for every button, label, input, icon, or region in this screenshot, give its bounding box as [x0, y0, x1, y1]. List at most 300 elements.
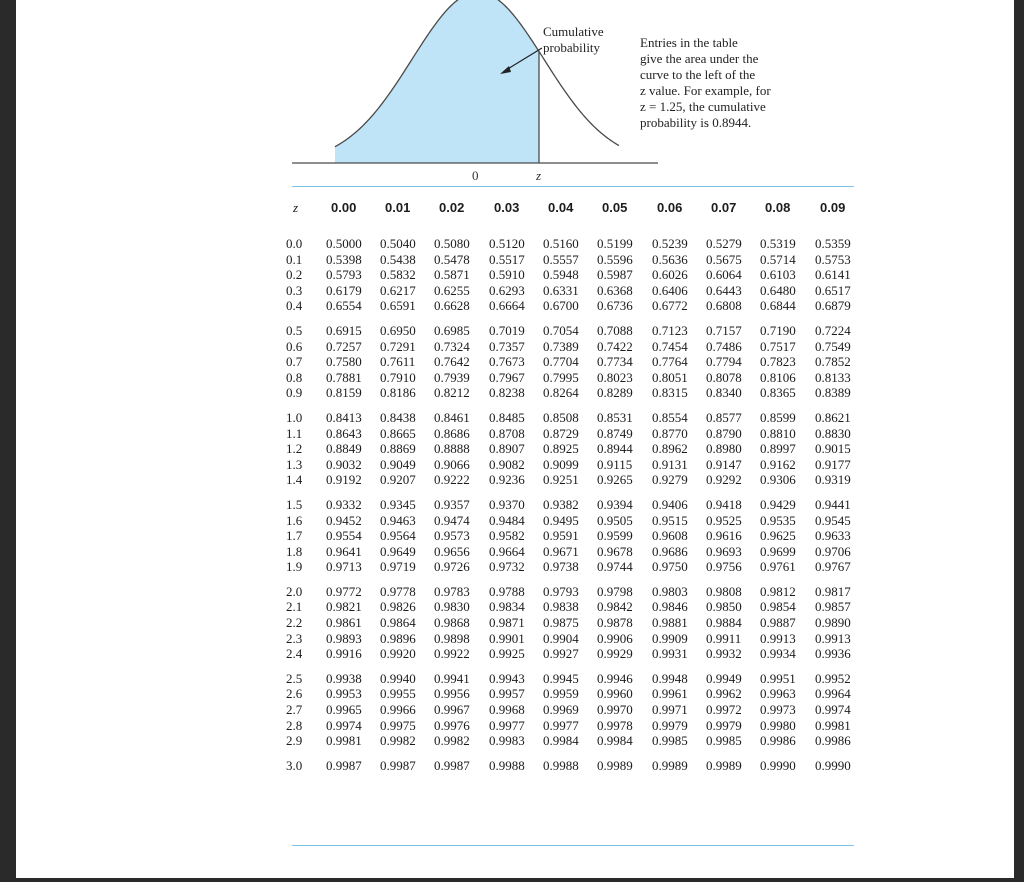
probability-cell: 0.9971: [652, 702, 688, 718]
probability-cell: 0.6103: [760, 267, 796, 283]
table-row: [286, 385, 866, 401]
probability-cell: 0.8554: [652, 409, 688, 425]
probability-cell: 0.7157: [706, 322, 742, 338]
probability-cell: 0.5948: [543, 267, 579, 283]
probability-label-line: probability: [543, 40, 601, 55]
z-value-cell: 1.9: [286, 559, 303, 575]
probability-cell: 0.9115: [597, 456, 633, 472]
probability-cell: 0.9893: [326, 630, 362, 646]
probability-cell: 0.9980: [760, 717, 796, 733]
row-group: [286, 758, 866, 774]
caption-line: z = 1.25, the cumulative: [640, 99, 766, 114]
probability-cell: 0.9656: [434, 543, 470, 559]
probability-cell: 0.9719: [380, 559, 416, 575]
probability-cell: 0.9236: [489, 472, 525, 488]
probability-cell: 0.9370: [489, 496, 525, 512]
probability-cell: 0.9968: [489, 702, 525, 718]
probability-cell: 0.9975: [380, 717, 416, 733]
probability-cell: 0.8599: [760, 409, 796, 425]
probability-cell: 0.8925: [543, 441, 579, 457]
probability-cell: 0.9974: [326, 717, 362, 733]
z-value-cell: 1.8: [286, 543, 303, 559]
viewer-edge-right: [1014, 0, 1024, 882]
caption-line: probability is 0.8944.: [640, 115, 752, 130]
probability-cell: 0.9738: [543, 559, 579, 575]
probability-cell: 0.9484: [489, 512, 525, 528]
probability-cell: 0.6879: [815, 298, 851, 314]
probability-cell: 0.9706: [815, 543, 851, 559]
probability-cell: 0.6700: [543, 298, 579, 314]
probability-cell: 0.7324: [434, 338, 470, 354]
probability-cell: 0.9394: [597, 496, 633, 512]
probability-cell: 0.7549: [815, 338, 851, 354]
probability-cell: 0.9875: [543, 615, 579, 631]
probability-cell: 0.9884: [706, 615, 742, 631]
probability-cell: 0.9976: [434, 717, 470, 733]
probability-cell: 0.5714: [760, 251, 796, 267]
probability-cell: 0.7123: [652, 322, 688, 338]
probability-cell: 0.8315: [652, 385, 688, 401]
probability-cell: 0.6772: [652, 298, 688, 314]
normal-curve-figure: [290, 0, 771, 190]
probability-cell: 0.9222: [434, 472, 470, 488]
table-row: [286, 733, 866, 749]
probability-cell: 0.6293: [489, 282, 525, 298]
probability-cell: 0.9989: [597, 757, 633, 773]
probability-cell: 0.9382: [543, 496, 579, 512]
z-value-cell: 1.4: [286, 472, 303, 488]
probability-cell: 0.9957: [489, 686, 525, 702]
probability-cell: 0.9838: [543, 599, 579, 615]
z-value-cell: 0.5: [286, 322, 303, 338]
probability-cell: 0.9906: [597, 630, 633, 646]
probability-cell: 0.9979: [652, 717, 688, 733]
probability-cell: 0.9664: [489, 543, 525, 559]
probability-cell: 0.9868: [434, 615, 470, 631]
table-caption: [640, 35, 800, 131]
probability-cell: 0.9573: [434, 528, 470, 544]
probability-cell: 0.9890: [815, 615, 851, 631]
z-value-cell: 2.0: [286, 583, 303, 599]
z-value-cell: 0.0: [286, 236, 303, 251]
probability-cell: 0.9032: [326, 456, 362, 472]
z-value-cell: 1.1: [286, 425, 303, 441]
probability-cell: 0.9985: [706, 733, 742, 749]
cumulative-probability-label: [543, 24, 604, 56]
z-value-cell: 1.2: [286, 441, 303, 457]
probability-cell: 0.9332: [326, 496, 362, 512]
probability-cell: 0.7611: [380, 354, 416, 370]
probability-cell: 0.7454: [652, 338, 688, 354]
probability-cell: 0.6517: [815, 282, 851, 298]
probability-cell: 0.7734: [597, 354, 633, 370]
table-row: [286, 267, 866, 283]
probability-cell: 0.9979: [706, 717, 742, 733]
probability-cell: 0.9830: [434, 599, 470, 615]
column-header: 0.01: [385, 200, 411, 215]
probability-cell: 0.8212: [434, 385, 470, 401]
probability-cell: 0.7939: [434, 369, 470, 385]
tick-zero-label: 0: [472, 168, 479, 183]
probability-cell: 0.9901: [489, 630, 525, 646]
probability-cell: 0.8106: [760, 369, 796, 385]
table-row: [286, 686, 866, 702]
tick-z-label: z: [536, 168, 542, 183]
probability-cell: 0.7257: [326, 338, 362, 354]
probability-cell: 0.9279: [652, 472, 688, 488]
probability-cell: 0.9963: [760, 686, 796, 702]
table-row: [286, 599, 866, 615]
table-row: [286, 370, 866, 386]
probability-cell: 0.9913: [815, 630, 851, 646]
probability-cell: 0.9977: [489, 717, 525, 733]
probability-cell: 0.7190: [760, 322, 796, 338]
probability-cell: 0.9599: [597, 528, 633, 544]
table-bottom-rule: [292, 845, 854, 846]
z-value-cell: 2.5: [286, 670, 303, 686]
probability-cell: 0.9474: [434, 512, 470, 528]
probability-cell: 0.5000: [326, 236, 362, 251]
probability-cell: 0.9981: [815, 717, 851, 733]
probability-cell: 0.9767: [815, 559, 851, 575]
z-value-cell: 0.4: [286, 298, 303, 314]
probability-cell: 0.9049: [380, 456, 416, 472]
probability-cell: 0.9982: [434, 733, 470, 749]
probability-cell: 0.6406: [652, 282, 688, 298]
probability-cell: 0.9898: [434, 630, 470, 646]
probability-cell: 0.8997: [760, 441, 796, 457]
probability-cell: 0.9761: [760, 559, 796, 575]
probability-cell: 0.9970: [597, 702, 633, 718]
z-value-cell: 0.1: [286, 251, 303, 267]
probability-cell: 0.9406: [652, 496, 688, 512]
table-row: [286, 702, 866, 718]
probability-cell: 0.9854: [760, 599, 796, 615]
table-row: [286, 441, 866, 457]
cumulative-label-line: Cumulative: [543, 24, 604, 39]
probability-cell: 0.6736: [597, 298, 633, 314]
row-group: [286, 671, 866, 749]
probability-cell: 0.7704: [543, 354, 579, 370]
z-value-cell: 2.4: [286, 646, 303, 662]
probability-cell: 0.5359: [815, 236, 851, 251]
probability-cell: 0.9082: [489, 456, 525, 472]
probability-cell: 0.9756: [706, 559, 742, 575]
caption-line: give the area under the: [640, 51, 759, 66]
probability-cell: 0.8413: [326, 409, 362, 425]
probability-cell: 0.5871: [434, 267, 470, 283]
probability-cell: 0.9066: [434, 456, 470, 472]
probability-cell: 0.9953: [326, 686, 362, 702]
probability-cell: 0.8729: [543, 425, 579, 441]
probability-cell: 0.9591: [543, 528, 579, 544]
z-value-cell: 2.7: [286, 702, 303, 718]
probability-cell: 0.9934: [760, 646, 796, 662]
probability-cell: 0.9495: [543, 512, 579, 528]
probability-cell: 0.8023: [597, 369, 633, 385]
probability-cell: 0.5675: [706, 251, 742, 267]
probability-cell: 0.8621: [815, 409, 851, 425]
z-value-cell: 0.8: [286, 369, 303, 385]
probability-cell: 0.7486: [706, 338, 742, 354]
probability-cell: 0.9986: [815, 733, 851, 749]
table-row: [286, 323, 866, 339]
table-row: [286, 236, 866, 252]
table-row: [286, 671, 866, 687]
probability-cell: 0.6915: [326, 322, 362, 338]
probability-cell: 0.9699: [760, 543, 796, 559]
probability-cell: 0.7852: [815, 354, 851, 370]
normal-curve-diagram: [290, 0, 670, 190]
table-row: [286, 646, 866, 662]
probability-cell: 0.9345: [380, 496, 416, 512]
z-value-cell: 1.5: [286, 496, 303, 512]
probability-cell: 0.9964: [815, 686, 851, 702]
probability-cell: 0.8508: [543, 409, 579, 425]
probability-cell: 0.9887: [760, 615, 796, 631]
probability-cell: 0.6368: [597, 282, 633, 298]
probability-cell: 0.9864: [380, 615, 416, 631]
probability-cell: 0.9616: [706, 528, 742, 544]
probability-cell: 0.9177: [815, 456, 851, 472]
probability-cell: 0.9969: [543, 702, 579, 718]
probability-cell: 0.8133: [815, 369, 851, 385]
table-row: [286, 298, 866, 314]
row-group: [286, 584, 866, 662]
probability-cell: 0.5438: [380, 251, 416, 267]
caption-line: curve to the left of the: [640, 67, 756, 82]
probability-cell: 0.5398: [326, 251, 362, 267]
table-row: [286, 718, 866, 734]
probability-cell: 0.5793: [326, 267, 362, 283]
z-value-cell: 0.3: [286, 282, 303, 298]
probability-cell: 0.9931: [652, 646, 688, 662]
probability-cell: 0.9452: [326, 512, 362, 528]
table-row: [286, 758, 866, 774]
probability-cell: 0.9292: [706, 472, 742, 488]
probability-cell: 0.9162: [760, 456, 796, 472]
probability-cell: 0.9744: [597, 559, 633, 575]
probability-cell: 0.9525: [706, 512, 742, 528]
probability-cell: 0.9821: [326, 599, 362, 615]
probability-cell: 0.9973: [760, 702, 796, 718]
z-value-cell: 3.0: [286, 757, 303, 773]
probability-cell: 0.8665: [380, 425, 416, 441]
probability-cell: 0.9798: [597, 583, 633, 599]
column-header: 0.02: [439, 200, 465, 215]
probability-cell: 0.8365: [760, 385, 796, 401]
probability-cell: 0.9015: [815, 441, 851, 457]
probability-cell: 0.9265: [597, 472, 633, 488]
table-row: [286, 631, 866, 647]
probability-cell: 0.7357: [489, 338, 525, 354]
probability-cell: 0.8531: [597, 409, 633, 425]
probability-cell: 0.6664: [489, 298, 525, 314]
probability-cell: 0.5832: [380, 267, 416, 283]
probability-cell: 0.9793: [543, 583, 579, 599]
z-value-cell: 0.2: [286, 267, 303, 283]
z-value-cell: 0.7: [286, 354, 303, 370]
probability-cell: 0.9750: [652, 559, 688, 575]
probability-cell: 0.7224: [815, 322, 851, 338]
probability-cell: 0.6950: [380, 322, 416, 338]
probability-cell: 0.6179: [326, 282, 362, 298]
probability-cell: 0.9927: [543, 646, 579, 662]
probability-cell: 0.9984: [543, 733, 579, 749]
probability-cell: 0.9978: [597, 717, 633, 733]
probability-cell: 0.9977: [543, 717, 579, 733]
probability-cell: 0.9925: [489, 646, 525, 662]
probability-cell: 0.9909: [652, 630, 688, 646]
probability-cell: 0.9983: [489, 733, 525, 749]
probability-cell: 0.7764: [652, 354, 688, 370]
caption-line: Entries in the table: [640, 35, 738, 50]
probability-cell: 0.7823: [760, 354, 796, 370]
probability-cell: 0.9990: [760, 757, 796, 773]
probability-cell: 0.7995: [543, 369, 579, 385]
column-header: 0.03: [494, 200, 520, 215]
probability-cell: 0.9834: [489, 599, 525, 615]
probability-cell: 0.8485: [489, 409, 525, 425]
probability-cell: 0.8708: [489, 425, 525, 441]
column-header: 0.00: [331, 200, 357, 215]
viewer-edge-bottom: [0, 878, 1024, 882]
probability-cell: 0.5517: [489, 251, 525, 267]
probability-cell: 0.9441: [815, 496, 851, 512]
z-value-cell: 0.9: [286, 385, 303, 401]
probability-cell: 0.9945: [543, 670, 579, 686]
probability-cell: 0.9916: [326, 646, 362, 662]
probability-cell: 0.9545: [815, 512, 851, 528]
probability-cell: 0.9306: [760, 472, 796, 488]
probability-cell: 0.7794: [706, 354, 742, 370]
probability-cell: 0.5040: [380, 236, 416, 251]
probability-cell: 0.9961: [652, 686, 688, 702]
probability-cell: 0.8461: [434, 409, 470, 425]
probability-cell: 0.9962: [706, 686, 742, 702]
probability-cell: 0.9554: [326, 528, 362, 544]
probability-cell: 0.9099: [543, 456, 579, 472]
probability-cell: 0.9812: [760, 583, 796, 599]
probability-cell: 0.8438: [380, 409, 416, 425]
probability-cell: 0.9649: [380, 543, 416, 559]
z-column-header: z: [293, 200, 299, 215]
table-row: [286, 426, 866, 442]
probability-cell: 0.9940: [380, 670, 416, 686]
probability-cell: 0.5080: [434, 236, 470, 251]
probability-cell: 0.8686: [434, 425, 470, 441]
table-row: [286, 559, 866, 575]
column-header: 0.08: [765, 200, 791, 215]
probability-cell: 0.9192: [326, 472, 362, 488]
z-value-cell: 2.3: [286, 630, 303, 646]
probability-cell: 0.8888: [434, 441, 470, 457]
table-row: [286, 584, 866, 600]
probability-cell: 0.9988: [543, 757, 579, 773]
z-value-cell: 1.3: [286, 456, 303, 472]
probability-cell: 0.5239: [652, 236, 688, 251]
probability-cell: 0.9982: [380, 733, 416, 749]
probability-cell: 0.9732: [489, 559, 525, 575]
probability-cell: 0.8869: [380, 441, 416, 457]
probability-cell: 0.9515: [652, 512, 688, 528]
probability-cell: 0.9966: [380, 702, 416, 718]
probability-cell: 0.9951: [760, 670, 796, 686]
probability-cell: 0.9920: [380, 646, 416, 662]
probability-cell: 0.9932: [706, 646, 742, 662]
probability-cell: 0.9850: [706, 599, 742, 615]
probability-cell: 0.8340: [706, 385, 742, 401]
probability-cell: 0.7422: [597, 338, 633, 354]
probability-cell: 0.9817: [815, 583, 851, 599]
probability-cell: 0.9826: [380, 599, 416, 615]
probability-cell: 0.6217: [380, 282, 416, 298]
probability-cell: 0.9989: [652, 757, 688, 773]
probability-cell: 0.6591: [380, 298, 416, 314]
column-header: 0.04: [548, 200, 574, 215]
probability-cell: 0.9131: [652, 456, 688, 472]
probability-cell: 0.5319: [760, 236, 796, 251]
probability-cell: 0.9808: [706, 583, 742, 599]
z-value-cell: 1.6: [286, 512, 303, 528]
probability-cell: 0.9582: [489, 528, 525, 544]
z-value-cell: 2.1: [286, 599, 303, 615]
row-group: [286, 323, 866, 401]
probability-cell: 0.7967: [489, 369, 525, 385]
probability-cell: 0.9948: [652, 670, 688, 686]
probability-cell: 0.9147: [706, 456, 742, 472]
probability-cell: 0.9678: [597, 543, 633, 559]
probability-cell: 0.7673: [489, 354, 525, 370]
probability-cell: 0.9974: [815, 702, 851, 718]
probability-cell: 0.9985: [652, 733, 688, 749]
probability-cell: 0.8577: [706, 409, 742, 425]
probability-cell: 0.9726: [434, 559, 470, 575]
probability-cell: 0.5910: [489, 267, 525, 283]
z-value-cell: 2.6: [286, 686, 303, 702]
probability-cell: 0.9418: [706, 496, 742, 512]
column-header: 0.07: [711, 200, 737, 215]
probability-cell: 0.8770: [652, 425, 688, 441]
probability-cell: 0.9463: [380, 512, 416, 528]
probability-cell: 0.5557: [543, 251, 579, 267]
probability-cell: 0.8186: [380, 385, 416, 401]
probability-cell: 0.9943: [489, 670, 525, 686]
column-header: 0.05: [602, 200, 628, 215]
probability-cell: 0.6480: [760, 282, 796, 298]
probability-cell: 0.5279: [706, 236, 742, 251]
viewer-edge-left: [0, 0, 16, 882]
probability-cell: 0.8980: [706, 441, 742, 457]
probability-cell: 0.7910: [380, 369, 416, 385]
probability-cell: 0.9846: [652, 599, 688, 615]
probability-cell: 0.9693: [706, 543, 742, 559]
probability-cell: 0.9936: [815, 646, 851, 662]
probability-cell: 0.6985: [434, 322, 470, 338]
table-row: [286, 544, 866, 560]
probability-cell: 0.6554: [326, 298, 362, 314]
table-row: [286, 472, 866, 488]
probability-cell: 0.5120: [489, 236, 525, 251]
probability-cell: 0.5753: [815, 251, 851, 267]
table-row: [286, 410, 866, 426]
row-group: [286, 410, 866, 488]
table-row: [286, 339, 866, 355]
probability-cell: 0.8810: [760, 425, 796, 441]
probability-cell: 0.8849: [326, 441, 362, 457]
probability-cell: 0.7054: [543, 322, 579, 338]
probability-cell: 0.9984: [597, 733, 633, 749]
